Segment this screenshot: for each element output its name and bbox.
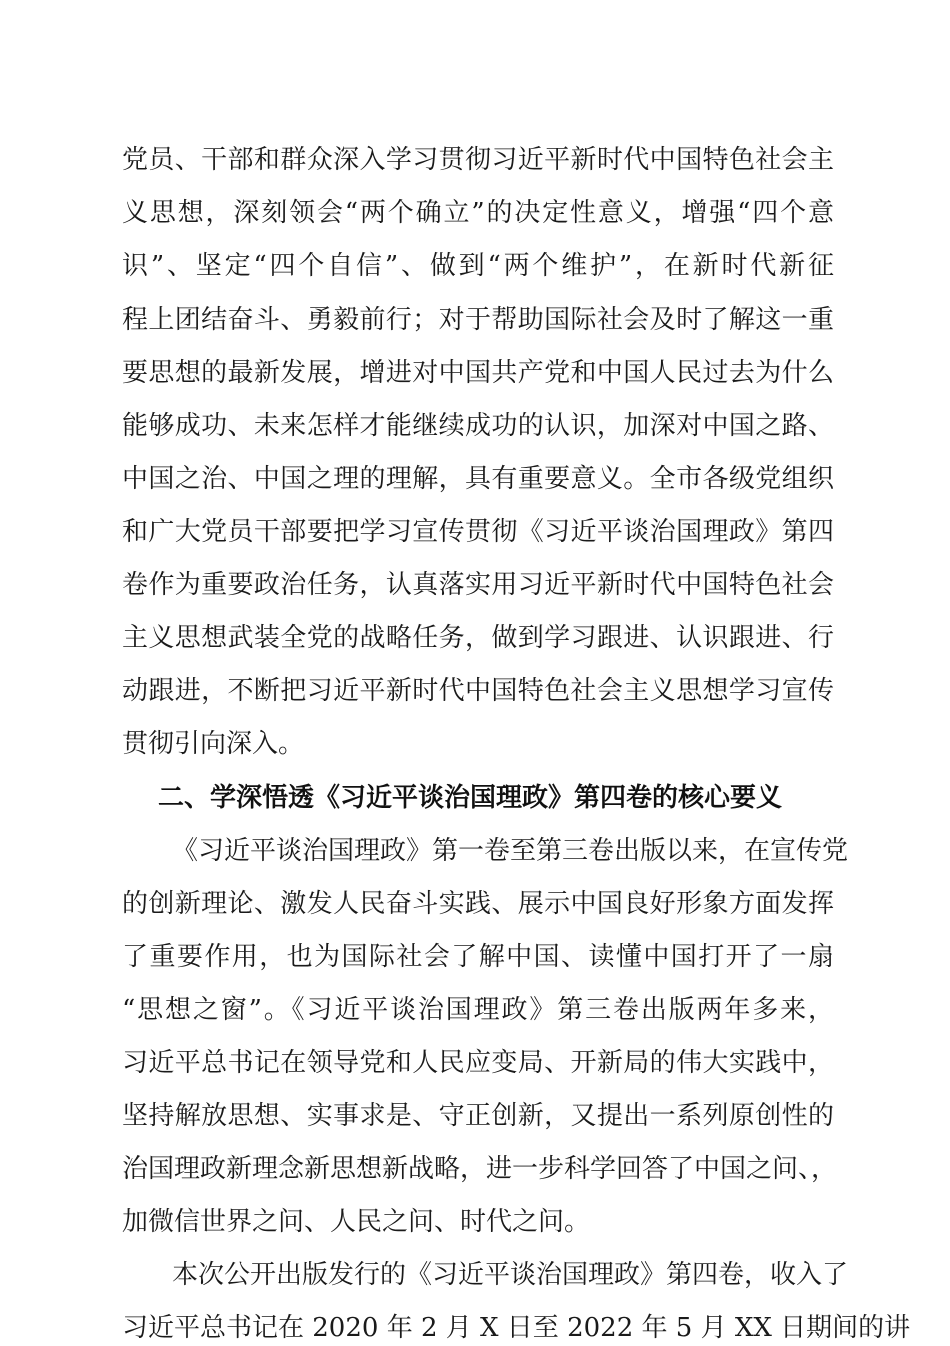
paragraph-2-line-6: 坚持解放思想、实事求是、守正创新，又提出一系列原创性的 [122,1101,834,1131]
paragraph-1-line-7: 中国之治、中国之理的理解，具有重要意义。全市各级党组织 [122,464,834,494]
paragraph-1-line-5: 要思想的最新发展，增进对中国共产党和中国人民过去为什么 [122,358,834,388]
paragraph-1-line-2: 义思想，深刻领会“两个确立”的决定性意义，增强“四个意 [122,198,834,228]
paragraph-2-line-2: 的创新理论、激发人民奋斗实践、展示中国良好形象方面发挥 [122,889,834,919]
paragraph-2-line-3: 了重要作用，也为国际社会了解中国、读懂中国打开了一扇 [122,942,834,972]
paragraph-1-line-11: 动跟进，不断把习近平新时代中国特色社会主义思想学习宣传 [122,676,834,706]
paragraph-2-line-5: 习近平总书记在领导党和人民应变局、开新局的伟大实践中， [122,1048,834,1078]
paragraph-1-line-12: 贯彻引向深入。 [122,729,305,759]
paragraph-3-line-2: 习近平总书记在 2020 年 2 月 X 日至 2022 年 5 月 XX 日期间的讲 [122,1313,911,1343]
paragraph-2-line-1: 《习近平谈治国理政》第一卷至第三卷出版以来，在宣传党 [172,836,849,866]
paragraph-2-line-8: 加微信世界之问、人民之问、时代之问。 [122,1207,591,1237]
paragraph-2-line-4: “思想之窗”。《习近平谈治国理政》第三卷出版两年多来， [122,995,834,1025]
paragraph-1-line-8: 和广大党员干部要把学习宣传贯彻《习近平谈治国理政》第四 [122,517,834,547]
paragraph-1-line-10: 主义思想武装全党的战略任务，做到学习跟进、认识跟进、行 [122,623,834,653]
paragraph-1-line-3: 识”、坚定“四个自信”、做到“两个维护”，在新时代新征 [122,251,834,281]
paragraph-1-line-1: 党员、干部和群众深入学习贯彻习近平新时代中国特色社会主 [122,145,834,175]
paragraph-1-line-4: 程上团结奋斗、勇毅前行；对于帮助国际社会及时了解这一重 [122,305,834,335]
paragraph-3-line-1: 本次公开出版发行的《习近平谈治国理政》第四卷，收入了 [172,1260,849,1290]
paragraph-1-line-9: 卷作为重要政治任务，认真落实用习近平新时代中国特色社会 [122,570,834,600]
paragraph-1-line-6: 能够成功、未来怎样才能继续成功的认识，加深对中国之路、 [122,411,834,441]
section-heading: 二、学深悟透《习近平谈治国理政》第四卷的核心要义 [158,783,783,813]
paragraph-2-line-7: 治国理政新理念新思想新战略，进一步科学回答了中国之问、， [122,1154,838,1184]
